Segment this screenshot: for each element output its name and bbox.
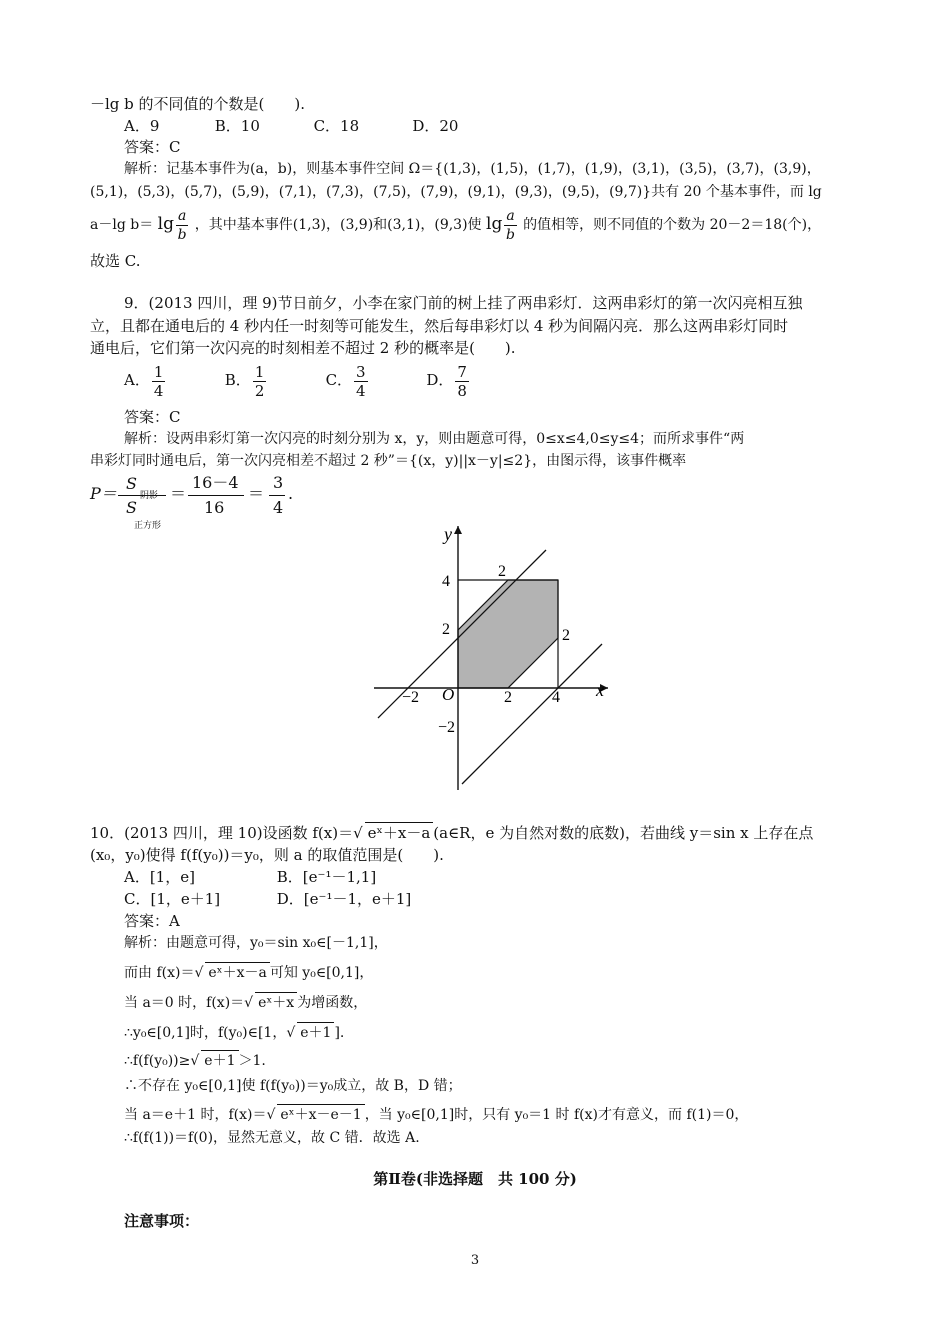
q10-sqrt-1-body: eˣ＋x－a: [365, 822, 434, 843]
q10-analysis-4a: ∴y₀∈[0,1]时，f(y₀)∈[1，: [124, 1025, 287, 1041]
q9-option-b-frac: [253, 363, 267, 400]
q9-option-a-label: A．: [124, 371, 150, 389]
q8-option-d: D．20: [412, 117, 459, 135]
q10-sqrt-2: [194, 965, 269, 981]
q9-stem-2: 立，且都在通电后的 4 秒内任一时刻等可能发生，然后每串彩灯以 4 秒为间隔闪亮．那么这两串彩灯同时: [90, 317, 789, 335]
q8-analysis-2: (5,1)，(5,3)，(5,7)，(5,9)，(7,1)，(7,3)，(7,5)，(7,9)，(9,1)，(9,3)，(9,5)，(9,7)}共有 20 个基本事件，而 lg: [90, 184, 822, 200]
q10-analysis-3b: 为增函数，: [297, 995, 368, 1011]
q10-sqrt-3-body: eˣ＋x: [255, 992, 297, 1013]
q8-frac-2-den: b: [506, 226, 515, 243]
q10-sqrt-4-body: e＋1: [297, 1022, 334, 1043]
q10-analysis-4: [124, 1022, 344, 1043]
q10-stem-2: (x₀，y₀)使得 f(f(y₀))＝y₀，则 a 的取值范围是( ).: [90, 846, 444, 864]
q10-analysis-1: 解析：由题意可得，y₀＝sin x₀∈[－1,1]，: [124, 935, 388, 951]
y-axis-label: y: [444, 524, 452, 544]
q9-formula-res-den: 4: [273, 498, 284, 517]
q10-stem-1: [90, 822, 813, 843]
q9-option-d-label: D．: [426, 371, 454, 389]
q8-lg-2: lg: [486, 214, 503, 234]
q9-option-a-den: 4: [153, 381, 164, 400]
q10-sqrt-7-body: eˣ＋x－e－1: [277, 1104, 364, 1125]
tick-right-2: 2: [562, 627, 570, 644]
q9-formula-eq-2: ＝: [248, 484, 265, 503]
q10-sqrt-7: [266, 1107, 364, 1123]
q8-analysis-3b: ，其中基本事件(1,3)，(3,9)和(3,1)，(9,3)使: [194, 217, 482, 233]
q8-answer: 答案：C: [124, 138, 181, 156]
q9-analysis-1: 解析：设两串彩灯第一次闪亮的时刻分别为 x，y，则由题意可得，0≤x≤4,0≤y≤4；而所求事件“两: [124, 431, 745, 447]
tick-x-4: 4: [552, 689, 560, 706]
q9-option-a-frac: [152, 363, 166, 400]
q9-option-d-num: 7: [457, 362, 467, 381]
origin-label: O: [442, 685, 455, 704]
q9-formula-shadow-sub: 阴影: [140, 491, 159, 501]
q8-analysis-3a: a－lg b＝: [90, 217, 154, 233]
q8-frac-2-num: a: [506, 207, 515, 224]
q9-formula-mid-num: 16－4: [192, 473, 239, 492]
q10-stem-1b: (a∈R，e 为自然对数的底数)，若曲线 y＝sin x 上存在点: [433, 824, 814, 842]
q10-analysis-2a: 而由 f(x)＝: [124, 965, 195, 981]
q10-analysis-2b: 可知 y₀∈[0,1]，: [269, 965, 374, 981]
q10-analysis-5: [124, 1050, 266, 1071]
q9-formula-eq-1: ＝: [170, 484, 187, 503]
q8-frac-1-num: a: [177, 207, 187, 224]
q8-option-c: C．18: [313, 117, 360, 135]
q8-frac-1: [176, 207, 188, 244]
tick-y-neg2: −2: [438, 719, 456, 736]
q9-answer: 答案：C: [124, 408, 181, 426]
q9-formula-s-top: S: [126, 474, 137, 493]
q10-sqrt-5: [190, 1053, 238, 1069]
q9-option-c-label: C．: [325, 371, 353, 389]
q9-option-d-frac: [455, 363, 469, 400]
q10-analysis-4b: ].: [334, 1025, 345, 1041]
tick-top-2: 2: [498, 563, 506, 580]
q8-analysis-3c: 的值相等，则不同值的个数为 20－2＝18(个)，: [523, 217, 822, 233]
q9-option-d: [426, 360, 471, 400]
q9-formula-bar-3: [269, 495, 285, 496]
q10-option-b: B．[e⁻¹－1,1]: [276, 868, 377, 886]
q9-option-b: [225, 360, 321, 400]
q8-option-b: B．10: [214, 117, 260, 135]
q9-formula-p: P＝: [90, 484, 117, 503]
q8-stem-tail: －lg b 的不同值的个数是( ).: [90, 95, 306, 113]
q10-analysis-2: [124, 962, 373, 983]
q10-answer: 答案：A: [124, 912, 180, 930]
tick-y-2: 2: [442, 621, 450, 638]
q8-analysis-4: 故选 C.: [90, 252, 141, 270]
q9-stem-3: 通电后，它们第一次闪亮的时刻相差不超过 2 秒的概率是( ).: [90, 339, 516, 357]
shaded-region: [458, 580, 558, 688]
q9-option-a: [124, 360, 220, 400]
q9-option-b-den: 2: [254, 381, 265, 400]
q10-sqrt-5-body: e＋1: [201, 1050, 238, 1071]
q10-stem-1a: 10．(2013 四川，理 10)设函数 f(x)＝: [90, 824, 354, 842]
q9-option-c-frac: [354, 363, 368, 400]
q8-analysis-3: [90, 204, 821, 245]
q10-analysis-8: ∴f(f(1))＝f(0)，显然无意义，故 C 错．故选 A.: [124, 1130, 420, 1146]
q10-analysis-7b: ，当 y₀∈[0,1]时，只有 y₀＝1 时 f(x)才有意义，而 f(1)＝0，: [364, 1107, 749, 1123]
y-axis-arrow: [454, 526, 462, 534]
q9-option-c-den: 4: [356, 381, 366, 400]
page-number: 3: [470, 1253, 480, 1268]
tick-y-4: 4: [442, 573, 450, 590]
q9-formula-mid-den: 16: [204, 498, 225, 517]
q10-option-c: C．[1，e＋1]: [124, 890, 221, 908]
q10-sqrt-1: [353, 824, 433, 842]
q10-options-row-1: [124, 867, 376, 887]
x-axis-label: x: [596, 680, 604, 700]
q9-analysis-2: 串彩灯同时通电后，第一次闪亮相差不超过 2 秒”＝{(x，y)||x－y|≤2}，由图示得，该事件概率: [90, 453, 687, 469]
q9-formula-period: .: [288, 484, 294, 503]
q9-option-d-den: 8: [457, 381, 467, 400]
q8-frac-2: [504, 207, 516, 244]
q9-options: [124, 360, 471, 400]
q9-option-c: [326, 360, 422, 400]
tick-x-neg2: −2: [402, 689, 420, 706]
q9-formula-square-sub: 正方形: [134, 521, 162, 531]
q9-option-c-num: 3: [356, 362, 366, 381]
q9-option-a-num: 1: [153, 362, 164, 381]
q9-option-b-num: 1: [254, 362, 265, 381]
q10-option-d: D．[e⁻¹－1，e＋1]: [276, 890, 412, 908]
q10-analysis-5a: ∴f(f(y₀))≥: [124, 1053, 191, 1069]
q10-analysis-6: ∴不存在 y₀∈[0,1]使 f(f(y₀))＝y₀成立，故 B，D 错；: [124, 1078, 462, 1094]
q9-formula-s-bottom: S: [126, 498, 137, 517]
q10-analysis-7a: 当 a＝e＋1 时，f(x)＝: [124, 1107, 267, 1123]
q8-option-a: A．9: [124, 117, 160, 135]
q8-lg-1: lg: [157, 214, 174, 234]
probability-region-figure: [370, 518, 620, 793]
part2-notice: 注意事项：: [124, 1212, 200, 1230]
q10-sqrt-4: [286, 1025, 334, 1041]
q8-analysis-1: 解析：记基本事件为(a，b)，则基本事件空间 Ω＝{(1,3)，(1,5)，(1,7)，(1,9)，(3,1)，(3,5)，(3,7)，(3,9)，: [124, 161, 821, 177]
q10-analysis-5b: ＞1.: [238, 1053, 266, 1069]
q10-analysis-3a: 当 a＝0 时，f(x)＝: [124, 995, 245, 1011]
q9-option-b-label: B．: [224, 371, 251, 389]
q10-sqrt-2-body: eˣ＋x－a: [205, 962, 269, 983]
q9-formula-res-num: 3: [273, 473, 284, 492]
q9-formula-bar-1: [118, 495, 166, 496]
q10-analysis-3: [124, 992, 367, 1013]
q8-options: [124, 116, 458, 136]
q9-formula-bar-2: [188, 495, 244, 496]
q10-option-a: A．[1，e]: [124, 868, 195, 886]
q9-stem-1: 9．(2013 四川，理 9)节日前夕，小李在家门前的树上挂了两串彩灯．这两串彩灯的第一次闪亮相互独: [124, 294, 803, 312]
tick-x-2: 2: [504, 689, 512, 706]
q10-options-row-2: [124, 889, 411, 909]
q10-analysis-7: [124, 1104, 748, 1125]
q10-sqrt-3: [244, 995, 297, 1011]
q8-frac-1-den: b: [177, 226, 187, 243]
part2-title: 第Ⅱ卷(非选择题 共 100 分): [373, 1170, 577, 1188]
